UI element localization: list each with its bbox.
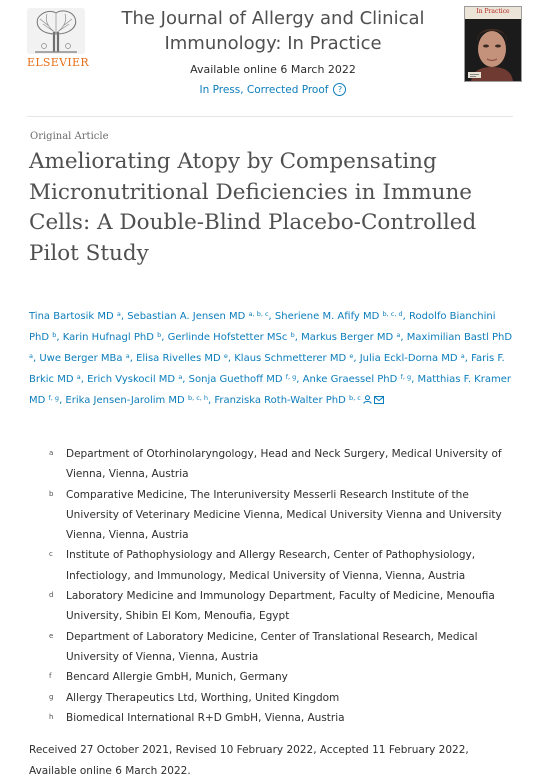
author-name: Maximilian Bastl PhD <box>406 332 513 343</box>
author-affiliation-refs: e <box>223 352 228 360</box>
author-name: Sheriene M. Afify MD <box>274 311 380 322</box>
author-name: Klaus Schmetterer MD <box>234 353 347 364</box>
available-online-date: Available online 6 March 2022 <box>190 63 356 76</box>
author-affiliation-refs: b, c, d <box>382 310 403 318</box>
affiliation-item <box>49 545 519 586</box>
author-affiliation-refs: a <box>178 373 183 381</box>
author-affiliation-refs: b <box>157 331 162 339</box>
author-list: Tina Bartosik MD $^a$, Sebastian A. Jensen MD $^{a, b, c}$, Sheriene M. Afify MD $^{b, c, d}$, Rodolfo Bianchini PhD $^b$, Karin Hufnagl PhD $^b$, Gerlinde Hofstetter MSc $^b$, Markus Berger MD $^a$, Maximilian Bastl PhD $^a$, Uwe Berger MBa $^a$, Elisa Rivelles MD $^e$, Klaus Schmetterer MD $^e$, Julia Eckl-Dorna MD $^a$, Faris F. Brkic MD $^a$, Erich Vyskocil MD $^a$, Sonja Guethoff MD $^{f, g}$, Anke Graessel PhD $^{f, g}$, Matthias F. Kramer MD $^{f, g}$, Erika Jensen-Jarolim MD $^{b, c, h}$, Franziska Roth-Walter PhD $^{b, c}$ <box>29 306 515 412</box>
affiliation-label: b <box>49 489 54 498</box>
affiliation-text: Institute of Pathophysiology and Allergy Research, Center of Pathophysiology, Infectiology, and Immunology, Medical University of Vienna, Vienna, Austria <box>66 549 476 582</box>
author-name: Gerlinde Hofstetter MSc <box>167 332 288 343</box>
author-name: Franziska Roth-Walter PhD <box>214 395 346 406</box>
author-affiliation-refs: b, c, h <box>187 394 209 402</box>
affiliation-text: Laboratory Medicine and Immunology Department, Faculty of Medicine, Menoufia University, Shibin El Kom, Menoufia, Egypt <box>66 590 495 623</box>
author-item[interactable] <box>63 332 161 343</box>
author-item[interactable] <box>29 311 121 322</box>
author-affiliation-refs: a, b, c <box>248 310 269 318</box>
article-history: Received 27 October 2021, Revised 10 February 2022, Accepted 11 February 2022, Available online 6 March 2022. <box>29 744 469 777</box>
affiliation-item <box>49 708 519 728</box>
author-affiliation-refs: e <box>349 352 354 360</box>
journal-title[interactable] <box>105 6 441 56</box>
affiliation-label: e <box>49 631 54 640</box>
author-affiliation-refs: b <box>52 331 57 339</box>
author-item[interactable] <box>87 374 182 385</box>
affiliation-text: Department of Otorhinolaryngology, Head and Neck Surgery, Medical University of Vienna, Vienna, Austria <box>66 448 502 481</box>
affiliation-item <box>49 627 519 668</box>
affiliation-item <box>49 485 519 546</box>
author-item[interactable] <box>65 395 208 406</box>
affiliation-text: Comparative Medicine, The Interuniversity Messerli Research Institute of the University of Veterinary Medicine Vienna, Medical University Vienna and University Vienna, Vienna, Austria <box>66 488 502 542</box>
author-name: Erika Jensen-Jarolim MD <box>65 395 185 406</box>
in-press-status-label: In Press, Corrected Proof <box>199 83 329 96</box>
journal-block <box>105 6 441 97</box>
author-item[interactable] <box>303 374 411 385</box>
author-name: Uwe Berger MBa <box>39 353 123 364</box>
publisher-name: ELSEVIER <box>27 56 89 69</box>
author-item[interactable] <box>136 353 228 364</box>
article-title: Ameliorating Atopy by Compensating Micronutritional Deficiencies in Immune Cells: A Double-Blind Placebo-Controlled Pilot Study <box>29 149 477 266</box>
affiliation-label: d <box>49 591 54 600</box>
affiliation-text: Bencard Allergie GmbH, Munich, Germany <box>66 671 288 684</box>
affiliation-label: g <box>49 692 54 701</box>
author-name: Karin Hufnagl PhD <box>62 332 154 343</box>
author-affiliation-refs: f, g <box>285 373 297 381</box>
affiliation-text: Allergy Therapeutics Ltd, Worthing, United Kingdom <box>66 691 340 704</box>
author-name: Elisa Rivelles MD <box>136 353 221 364</box>
header-divider <box>27 116 513 117</box>
author-item[interactable] <box>168 332 295 343</box>
person-icon[interactable] <box>363 391 372 412</box>
author-name: Julia Eckl-Dorna MD <box>359 353 458 364</box>
author-item[interactable] <box>360 353 465 364</box>
in-press-status-link[interactable] <box>200 83 347 96</box>
author-affiliation-refs: b <box>290 331 295 339</box>
affiliation-label: f <box>49 672 52 681</box>
affiliation-text: Biomedical International R+D GmbH, Vienna, Austria <box>66 711 345 724</box>
author-name: Anke Graessel PhD <box>302 374 398 385</box>
author-item[interactable] <box>234 353 353 364</box>
author-name: Rodolfo Bianchini PhD <box>29 311 496 343</box>
author-item[interactable] <box>189 374 297 385</box>
author-item[interactable] <box>301 332 400 343</box>
author-item[interactable] <box>39 353 129 364</box>
author-name: Sebastian A. Jensen MD <box>127 311 246 322</box>
email-icon[interactable] <box>374 391 384 412</box>
affiliation-text: Department of Laboratory Medicine, Center of Translational Research, Medical University of Vienna, Vienna, Austria <box>66 630 478 663</box>
author-name: Sonja Guethoff MD <box>188 374 283 385</box>
author-item[interactable] <box>275 311 403 322</box>
affiliation-item <box>49 586 519 627</box>
author-affiliation-refs: a <box>116 310 121 318</box>
article-header <box>0 0 540 112</box>
author-item[interactable] <box>127 311 268 322</box>
author-affiliation-refs: a <box>76 373 81 381</box>
author-affiliation-refs: a <box>125 352 130 360</box>
cover-title: In Practice <box>476 8 510 15</box>
author-affiliation-refs: a <box>29 352 33 360</box>
affiliation-label: c <box>49 550 53 559</box>
author-name: Erich Vyskocil MD <box>87 374 176 385</box>
author-name: Faris F. Brkic MD <box>29 353 505 385</box>
journal-title-line-1: The Journal of Allergy and Clinical <box>121 8 425 29</box>
question-circle-icon[interactable]: ? <box>333 83 346 96</box>
affiliation-item <box>49 688 519 708</box>
author-item[interactable] <box>214 395 360 406</box>
author-name: Tina Bartosik MD <box>29 311 114 322</box>
author-affiliation-refs: f, g <box>400 373 412 381</box>
author-affiliation-refs: f, g <box>48 394 60 402</box>
author-affiliation-refs: a <box>460 352 465 360</box>
author-affiliation-refs: a <box>396 331 401 339</box>
author-name: Markus Berger MD <box>301 332 394 343</box>
affiliation-item <box>49 444 519 485</box>
cover-face-illustration <box>465 19 521 81</box>
affiliation-list <box>49 444 519 728</box>
journal-title-line-2: Immunology: In Practice <box>164 33 382 54</box>
cover-masthead <box>465 7 521 19</box>
author-name: Matthias F. Kramer MD <box>29 374 511 406</box>
affiliation-item <box>49 667 519 687</box>
journal-cover-thumbnail[interactable] <box>464 6 522 82</box>
tree-logo-icon <box>27 8 85 54</box>
affiliation-label: a <box>49 449 54 457</box>
article-type: Original Article <box>30 131 109 142</box>
affiliation-label: h <box>49 712 54 721</box>
author-affiliation-refs: b, c <box>349 394 361 402</box>
elsevier-logo[interactable] <box>27 8 89 69</box>
